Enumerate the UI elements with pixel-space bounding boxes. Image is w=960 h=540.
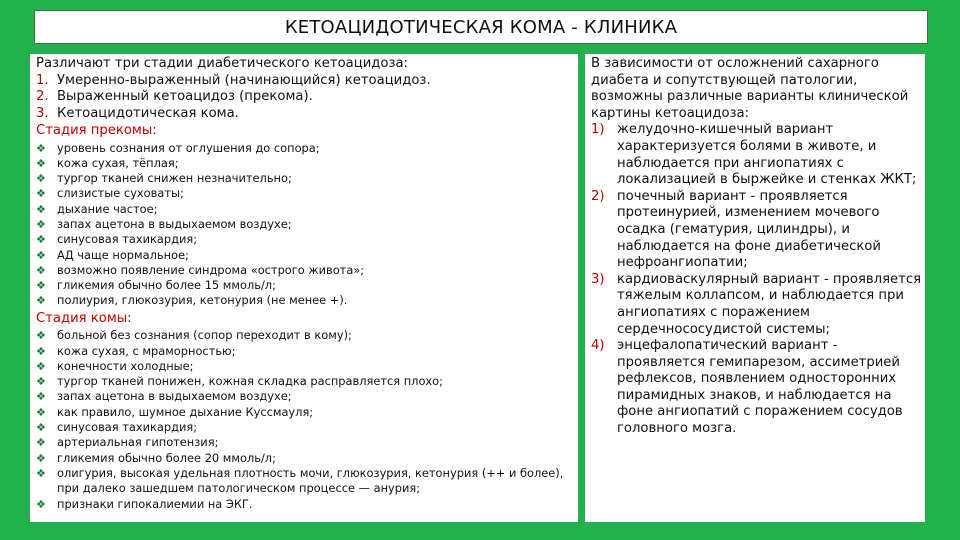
list-item: ❖ конечности холодные; [36, 358, 194, 373]
diamond-bullet-icon: ❖ [36, 156, 46, 170]
diamond-bullet-icon: ❖ [36, 187, 46, 201]
diamond-bullet-icon: ❖ [36, 329, 46, 343]
list-item: ❖ уровень сознания от оглушения до сопора; [36, 140, 320, 155]
list-item: ❖ как правило, шумное дыхание Куссмауля; [36, 404, 314, 419]
list-item: ❖ кожа сухая, тёплая; [36, 155, 179, 170]
diamond-bullet-icon: ❖ [36, 375, 46, 389]
list-item: ❖ синусовая тахикардия; [36, 420, 198, 435]
variant-item: 1) желудочно-кишечный вариант характеризуется болями в животе, и наблюдается при ангиопатиях с локализацией в быржейке и стенках ЖКТ; [591, 122, 917, 188]
list-item: ❖ гликемия обычно более 15 ммоль/л; [36, 278, 276, 293]
diamond-bullet-icon: ❖ [36, 451, 46, 465]
left-panel [30, 54, 578, 522]
variants-list [591, 122, 921, 437]
list-item: ❖ тургор тканей снижен незначительно; [36, 171, 292, 186]
diamond-bullet-icon: ❖ [36, 497, 46, 511]
precoma-list [36, 141, 574, 309]
list-item: ❖ полиурия, глюкозурия, кетонурия (не менее +). [36, 293, 348, 308]
precoma-heading: Стадия прекомы: [36, 123, 157, 138]
diamond-bullet-icon: ❖ [36, 359, 46, 373]
diamond-bullet-icon: ❖ [36, 421, 46, 435]
diamond-bullet-icon: ❖ [36, 466, 46, 480]
diamond-bullet-icon: ❖ [36, 233, 46, 247]
list-item: ❖ кожа сухая, с мраморностью; [36, 343, 236, 358]
slide-title: КЕТОАЦИДОТИЧЕСКАЯ КОМА - КЛИНИКА [34, 10, 928, 44]
list-item: ❖ синусовая тахикардия; [36, 232, 198, 247]
stage-item: 3. Кетоацидотическая кома. [36, 105, 239, 121]
stage-item: 2. Выраженный кетоацидоз (прекома). [36, 89, 313, 104]
coma-heading: Стадия комы: [36, 310, 132, 326]
stage-item: 1. Умеренно-выраженный (начинающийся) кетоацидоз. [36, 72, 431, 88]
list-item: ❖ АД чаще нормальное; [36, 247, 189, 262]
variant-item: 4) энцефалопатический вариант - проявляется гемипарезом, ассиметрией рефлексов, появлением односторонних пирамидных знаков, и наблюдается на фоне ангиопатий с поражением сосудов головного мозга. [591, 338, 903, 437]
diamond-bullet-icon: ❖ [36, 202, 46, 216]
list-item: ❖ больной без сознания (сопор переходит в кому); [36, 328, 352, 343]
variant-item: 3) кардиоваскулярный вариант - проявляется тяжелым коллапсом, и наблюдается при ангиопатиях с поражением сердечнососудистой системы; [591, 271, 922, 337]
list-item: ❖ артериальная гипотензия; [36, 435, 219, 450]
diamond-bullet-icon: ❖ [36, 436, 46, 450]
diamond-bullet-icon: ❖ [36, 294, 46, 308]
variants-intro: В зависимости от осложнений сахарного диабета и сопутствующей патологии, возможны различные варианты клинической картины кетоацидоза: [591, 56, 909, 121]
stages-intro: Различают три стадии диабетического кетоацидоза: [36, 56, 408, 71]
list-item: ❖ тургор тканей понижен, кожная складка расправляется плохо; [36, 374, 443, 389]
list-item: ❖ запах ацетона в выдыхаемом воздухе; [36, 216, 292, 231]
diamond-bullet-icon: ❖ [36, 263, 46, 277]
diamond-bullet-icon: ❖ [36, 405, 46, 419]
list-item: ❖ запах ацетона в выдыхаемом воздухе; [36, 389, 292, 404]
right-panel [585, 54, 925, 522]
list-item: ❖ дыхание частое; [36, 201, 158, 216]
coma-list [36, 328, 574, 512]
list-item: ❖ олигурия, высокая удельная плотность мочи, глюкозурия, кетонурия (++ и более), при далеко зашедшем патологическом процессе — анурия; [36, 465, 564, 496]
list-item: ❖ признаки гипокалиемии на ЭКГ. [36, 496, 253, 511]
diamond-bullet-icon: ❖ [36, 344, 46, 358]
diamond-bullet-icon: ❖ [36, 390, 46, 404]
diamond-bullet-icon: ❖ [36, 141, 46, 155]
list-item: ❖ гликемия обычно более 20 ммоль/л; [36, 450, 276, 465]
diamond-bullet-icon: ❖ [36, 248, 46, 262]
diamond-bullet-icon: ❖ [36, 279, 46, 293]
diamond-bullet-icon: ❖ [36, 172, 46, 186]
variant-item: 2) почечный вариант - проявляется протеинурией, изменением мочевого осадка (гематурия, цилиндры), и наблюдается на фоне диабетической нефроангиопатии; [591, 188, 881, 271]
list-item: ❖ слизистые суховаты; [36, 186, 184, 201]
diamond-bullet-icon: ❖ [36, 217, 46, 231]
list-item: ❖ возможно появление синдрома «острого живота»; [36, 262, 365, 277]
